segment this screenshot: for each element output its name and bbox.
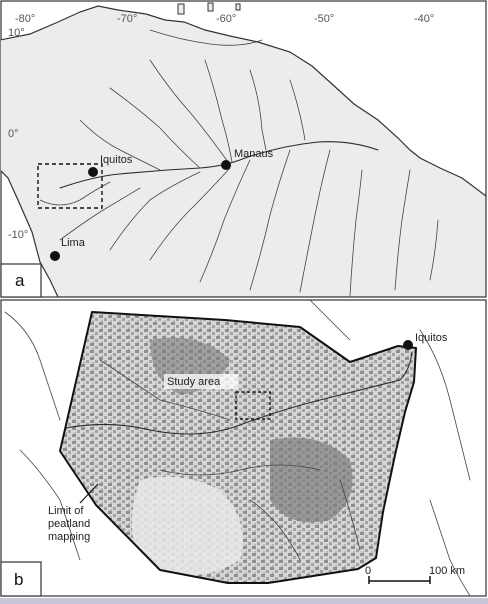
iquitos-marker xyxy=(88,167,98,177)
panel-a-letter: a xyxy=(15,271,25,290)
study-area-label: Study area xyxy=(167,376,221,388)
lon-tick-3: -60° xyxy=(216,13,237,25)
iquitos-label-b: Iquitos xyxy=(415,332,448,344)
limit-label-line-1: Limit of xyxy=(48,505,84,517)
manaus-marker xyxy=(221,160,231,170)
limit-label-line-3: mapping xyxy=(48,531,91,543)
scale-zero: 0 xyxy=(365,565,372,577)
panel-b-letter: b xyxy=(14,570,24,589)
lat-tick-2: 0° xyxy=(8,128,19,140)
lon-tick-4: -50° xyxy=(314,13,335,25)
limit-label-line-2: peatland xyxy=(48,518,91,530)
lon-tick-5: -40° xyxy=(414,13,435,25)
lat-tick-1: 10° xyxy=(8,27,25,39)
lima-label: Lima xyxy=(61,237,85,249)
iquitos-marker-b xyxy=(403,340,413,350)
bottom-accent-bar xyxy=(0,598,488,604)
lat-tick-3: -10° xyxy=(8,229,29,241)
lima-marker xyxy=(50,251,60,261)
scale-end: 100 km xyxy=(429,565,466,577)
manaus-label: Manaus xyxy=(234,148,274,160)
iquitos-label: Iquitos xyxy=(100,154,133,166)
lon-tick-1: -80° xyxy=(15,13,36,25)
panel-b xyxy=(1,300,486,596)
panel-a xyxy=(0,1,486,297)
lon-tick-2: -70° xyxy=(117,13,138,25)
